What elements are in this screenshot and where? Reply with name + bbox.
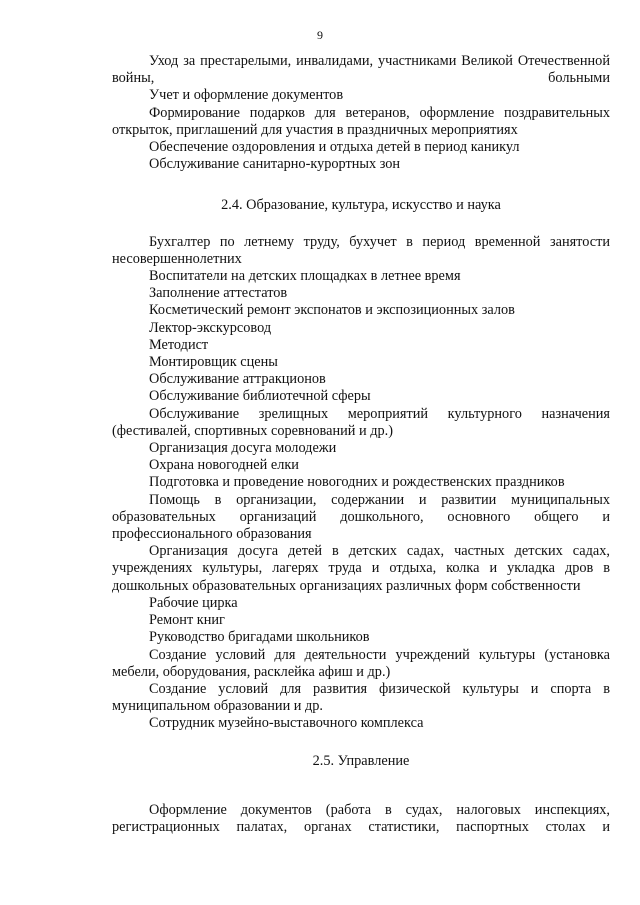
paragraph: Обслуживание библиотечной сферы bbox=[149, 388, 371, 405]
section-heading: 2.4. Образование, культура, искусство и наука bbox=[221, 197, 501, 214]
paragraph: Лектор-экскурсовод bbox=[149, 319, 272, 336]
paragraph: Косметический ремонт экспонатов и экспозиционных залов bbox=[149, 302, 515, 319]
paragraph: Бухгалтер по летнему труду, бухучет в период временной занятости несовершеннолетних bbox=[112, 233, 610, 267]
paragraph: Обслуживание санитарно-курортных зон bbox=[149, 156, 401, 173]
paragraph: Создание условий для деятельности учреждений культуры (установка мебели, оборудования, расклейка афиш и др.) bbox=[112, 646, 610, 680]
page-number: 9 bbox=[317, 28, 323, 42]
paragraph: Воспитатели на детских площадках в летнее время bbox=[149, 268, 461, 285]
paragraph: Оформление документов (работа в судах, налоговых инспекциях, регистрационных палатах, органах статистики, паспортных столах и bbox=[112, 801, 610, 835]
section-heading: 2.5. Управление bbox=[312, 752, 410, 769]
paragraph: Помощь в организации, содержании и развитии муниципальных образовательных организаций дошкольного, основного общего и профессионального образования bbox=[112, 491, 610, 543]
paragraph: Учет и оформление документов bbox=[149, 87, 344, 104]
paragraph: Подготовка и проведение новогодних и рождественских праздников bbox=[149, 474, 565, 491]
paragraph: Монтировщик сцены bbox=[149, 354, 278, 371]
paragraph: Обслуживание аттракционов bbox=[149, 371, 326, 388]
paragraph: Методист bbox=[149, 336, 209, 353]
paragraph: Ремонт книг bbox=[149, 612, 225, 629]
paragraph: Охрана новогодней елки bbox=[149, 457, 299, 474]
paragraph: Сотрудник музейно-выставочного комплекса bbox=[149, 715, 424, 732]
paragraph: Заполнение аттестатов bbox=[149, 285, 288, 302]
paragraph: Организация досуга детей в детских садах, частных детских садах, учреждениях культуры, лагерях труда и отдыха, колка и укладка дров в дошкольных образовательных организациях различных форм собственности bbox=[112, 543, 610, 594]
paragraph: Обслуживание зрелищных мероприятий культурного назначения (фестивалей, спортивных соревнований и др.) bbox=[112, 405, 610, 439]
paragraph: Обеспечение оздоровления и отдыха детей в период каникул bbox=[149, 139, 520, 156]
paragraph: Формирование подарков для ветеранов, оформление поздравительных открыток, приглашений для участия в праздничных мероприятиях bbox=[112, 104, 610, 138]
paragraph: Создание условий для развития физической культуры и спорта в муниципальном образовании и др. bbox=[112, 680, 610, 715]
document-body bbox=[112, 53, 610, 836]
paragraph: Уход за престарелыми, инвалидами, участниками Великой Отечественной войны, больными bbox=[112, 53, 610, 87]
paragraph: Рабочие цирка bbox=[149, 594, 238, 611]
paragraph: Руководство бригадами школьников bbox=[149, 629, 370, 646]
paragraph: Организация досуга молодежи bbox=[149, 440, 337, 457]
